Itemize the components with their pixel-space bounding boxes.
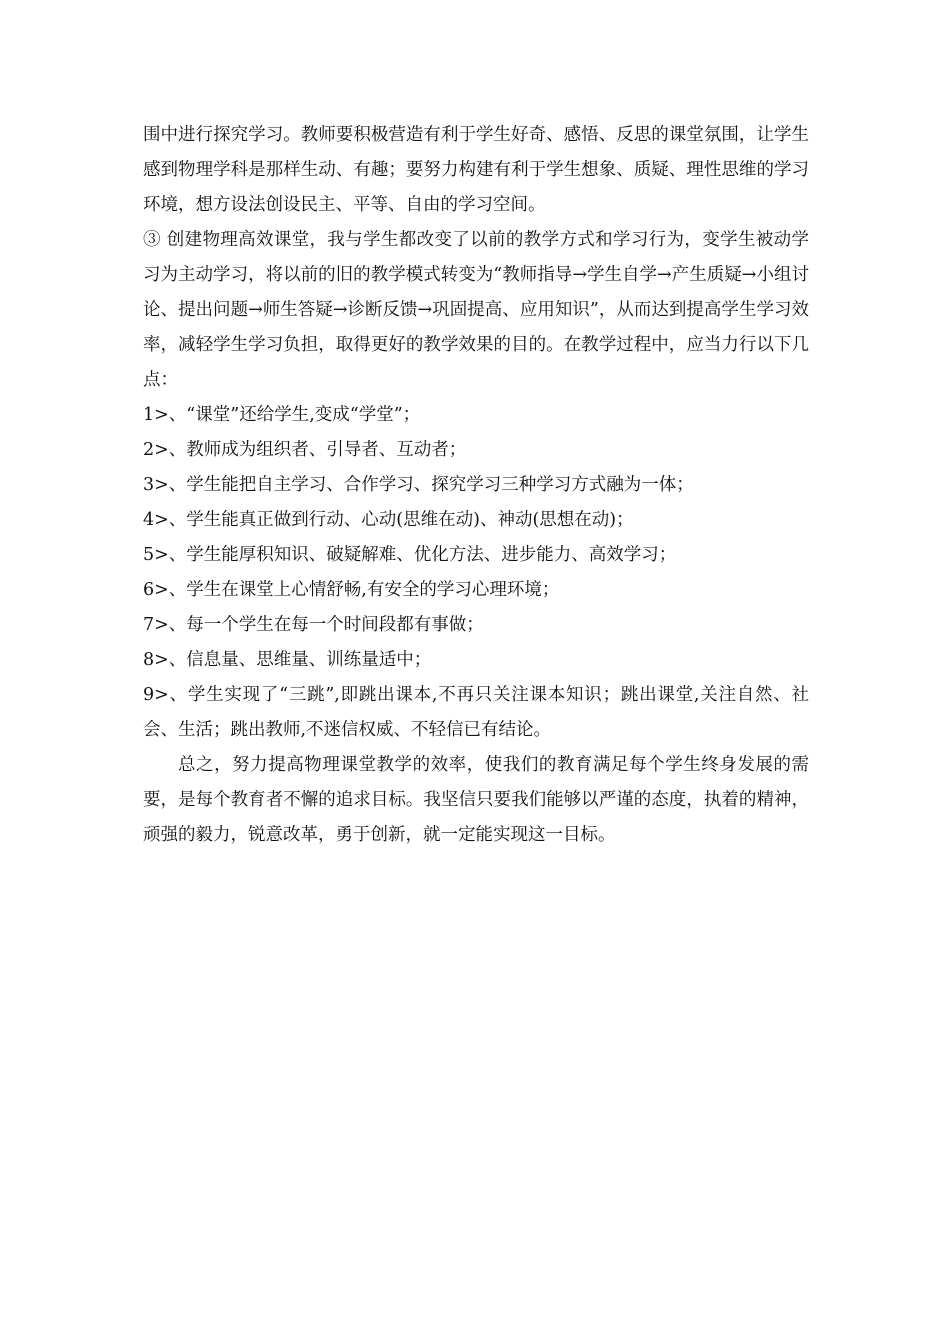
list-item: 6>、学生在课堂上心情舒畅,有安全的学习心理环境； (143, 580, 560, 600)
list-item: 8>、信息量、思维量、训练量适中； (143, 650, 432, 670)
list-item: 4>、学生能真正做到行动、心动(思维在动)、神动(思想在动)； (143, 510, 634, 530)
paragraph-learning-environment: 围中进行探究学习。教师要积极营造有利于学生好奇、感悟、反思的课堂氛围，让学生感到物理学科是那样生动、有趣；要努力构建有利于学生想象、质疑、理性思维的学习环境，想方设法创设民主、平等、自由的学习空间。 (143, 125, 809, 215)
list-item: 9>、学生实现了“三跳”,即跳出课本,不再只关注课本知识；跳出课堂,关注自然、社会、生活；跳出教师,不迷信权威、不轻信已有结论。 (143, 685, 809, 740)
list-item: 5>、学生能厚积知识、破疑解难、优化方法、进步能力、高效学习； (143, 545, 677, 565)
paragraph-efficient-classroom: ③ 创建物理高效课堂，我与学生都改变了以前的教学方式和学习行为，变学生被动学习为主动学习，将以前的旧的教学模式转变为“教师指导→学生自学→产生质疑→小组讨论、提出问题→师生答疑→诊断反馈→巩固提高、应用知识”，从而达到提高学生学习效率，减轻学生学习负担，取得更好的教学效果的目的。在教学过程中，应当力行以下几点： (143, 230, 809, 390)
list-item: 3>、学生能把自主学习、合作学习、探究学习三种学习方式融为一体； (143, 475, 694, 495)
list-item: 1>、“课堂”还给学生,变成“学堂”； (143, 405, 421, 425)
document-body (143, 118, 809, 853)
list-item: 7>、每一个学生在每一个时间段都有事做； (143, 615, 484, 635)
paragraph-conclusion: 总之，努力提高物理课堂教学的效率，使我们的教育满足每个学生终身发展的需要，是每个教育者不懈的追求目标。我坚信只要我们能够以严谨的态度，执着的精神，顽强的毅力，锐意改革，勇于创新，就一定能实现这一目标。 (143, 755, 809, 845)
list-item: 2>、教师成为组织者、引导者、互动者； (143, 440, 467, 460)
practice-points-list (143, 398, 809, 748)
